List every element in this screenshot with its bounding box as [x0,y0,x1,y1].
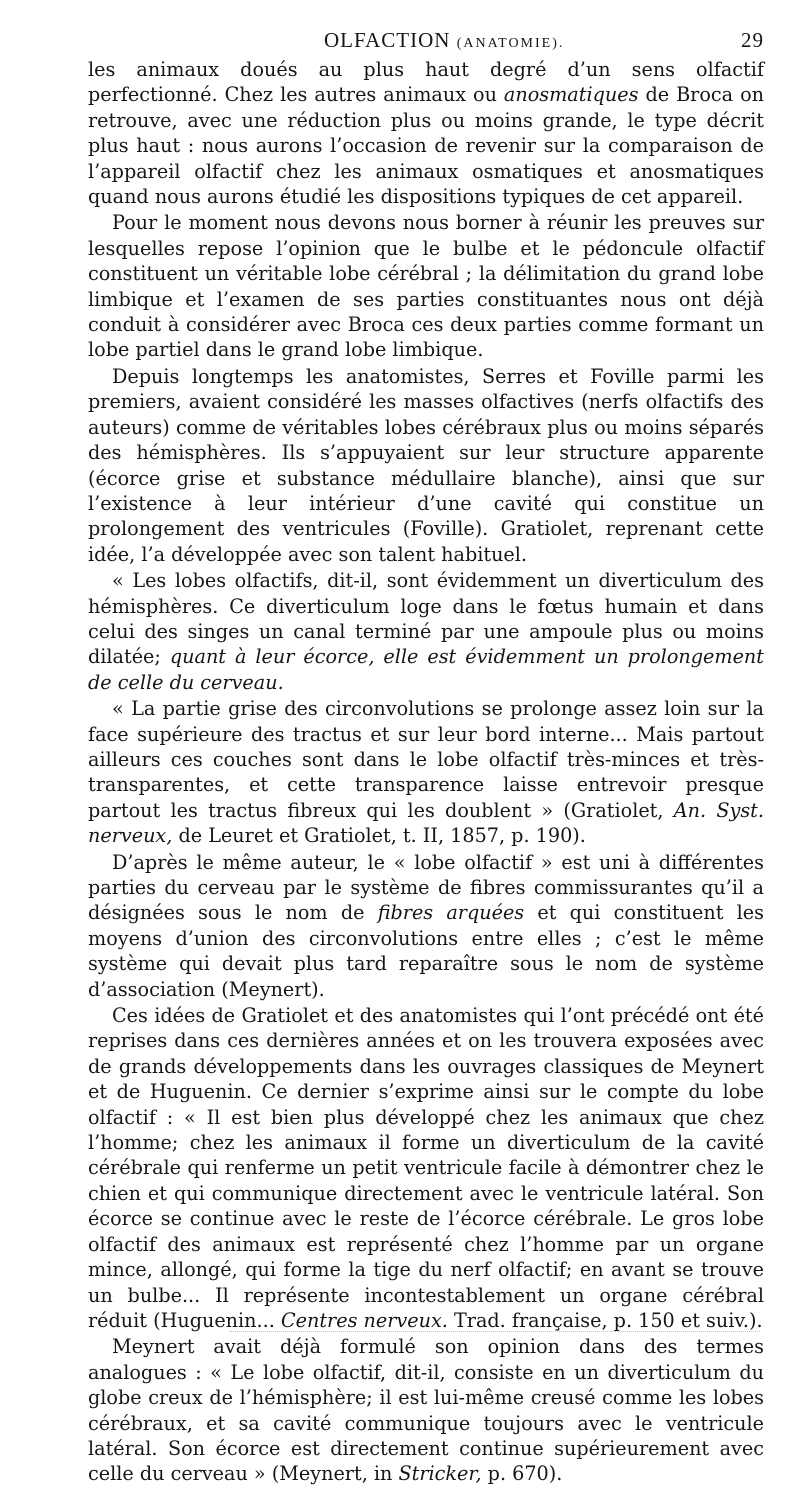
text-run: « Les lobes olfactifs, dit-il, sont évidemment un diverticulum des hémisphères. Ce diverticulum loge dans le fœtus humain et dans celui des singes un canal terminé par une ampoule plus ou moins dilatée; [88,569,764,669]
text-run: de Broca on retrouve, avec une réduction plus ou moins grande, le type décrit plus haut : nous aurons l’occasion de revenir sur la comparaison de l’appareil olfactif chez les animaux osmatiques et anosmatiques quand nous aurons étudié les dispositions typiques de cet appareil. [88,83,764,209]
footer-rule [230,1331,760,1332]
running-header [88,28,764,58]
paragraph [88,1003,764,1333]
text-run: « La partie grise des circonvolutions se prolonge assez loin sur la face supérieure des tractus et sur leur bord interne... Mais partout ailleurs ces couches sont dans le lobe olfactif très-minces et très-transparentes, et cette transparence laisse entrevoir presque partout les tractus fibreux qui les doublent » (Gratiolet, [88,697,764,822]
paragraph [88,850,764,1002]
running-title [324,28,564,53]
running-title-subtitle: (ANATOMIE). [456,36,565,51]
italic-text: quant à leur écorce, elle est évidemment un prolongement de celle du cerveau. [88,645,764,694]
paragraph [88,696,764,848]
body-text [88,57,764,1487]
italic-text: Centres nerveux. [280,1308,448,1332]
italic-text: Stricker, [398,1462,482,1486]
running-title-main: OLFACTION [324,28,451,52]
text-run: Meynert avait déjà formulé son opinion dans des termes analogues : « Le lobe olfactif, dit-il, consiste en un diverticulum du globe creux de l’hémisphère; il est lui-même creusé comme les lobes cérébraux, et sa cavité communique toujours avec le ventricule latéral. Son écorce est directement continue supérieurement avec celle du cerveau » (Meynert, in [88,1335,764,1486]
paragraph [88,210,764,362]
text-run: Ces idées de Gratiolet et des anatomistes qui l’ont précédé ont été reprises dans ces dernières années et on les trouvera exposées avec de grands développements dans les ouvrages classiques de Meynert et de Huguenin. Ce dernier s’exprime ainsi sur le compte du lobe olfactif : « Il est bien plus développé chez les animaux que chez l’homme; chez les animaux il forme un diverticulum de la cavité cérébrale qui renferme un petit ventricule facile à démontrer chez le chien et qui communique directement avec le ventricule latéral. Son écorce se continue avec le reste de l’écorce cérébrale. Le gros lobe olfactif des animaux est représenté chez l’homme par un organe mince, allongé, qui forme la tige du nerf olfactif; en avant se trouve un bulbe... Il représente incontestablement un organe cérébral réduit (Huguenin... [88,1004,764,1332]
italic-text: anosmatiques [503,83,639,107]
paragraph [88,568,764,695]
text-run: D’après le même auteur, le « lobe olfactif » est uni à différentes parties du cerveau par le système de fibres commissurantes qu’il a désignées sous le nom de [88,850,764,925]
paragraph [88,57,764,209]
text-run: Pour le moment nous devons nous borner à réunir les preuves sur lesquelles repose l’opinion que le bulbe et le pédoncule olfactif constituent un véritable lobe cérébral ; la délimitation du grand lobe limbique et l’examen de ses parties constituantes nous ont déjà conduit à considérer avec Broca ces deux parties comme formant un lobe partiel dans le grand lobe limbique. [88,211,764,362]
text-run: Trad. française, p. 150 et suiv.). [447,1308,763,1332]
text-run: et qui constituent les moyens d’union des circonvolutions entre elles ; c’est le même système qui devait plus tard reparaître sous le nom de système d’association (Meynert). [88,901,764,1001]
text-run: les animaux doués au plus haut degré d’un sens olfactif perfectionné. Chez les autres animaux ou [88,58,764,107]
text-run: de Leuret et Gratiolet, t. II, 1857, p. 190). [172,824,586,848]
page-number: 29 [741,28,764,52]
paragraph [88,1334,764,1486]
text-run: Depuis longtemps les anatomistes, Serres et Foville parmi les premiers, avaient considéré les masses olfactives (nerfs olfactifs des auteurs) comme de véritables lobes cérébraux plus ou moins séparés des hémisphères. Ils s’appuyaient sur leur structure apparente (écorce grise et substance médullaire blanche), ainsi que sur l’existence à leur intérieur d’une cavité qui constitue un prolongement des ventricules (Foville). Gratiolet, reprenant cette idée, l’a développée avec son talent habituel. [88,364,764,566]
italic-text: fibres arquées [377,901,525,925]
italic-text: An. Syst. nerveux, [88,798,764,848]
paragraph [88,364,764,567]
text-run: p. 670). [481,1462,563,1486]
